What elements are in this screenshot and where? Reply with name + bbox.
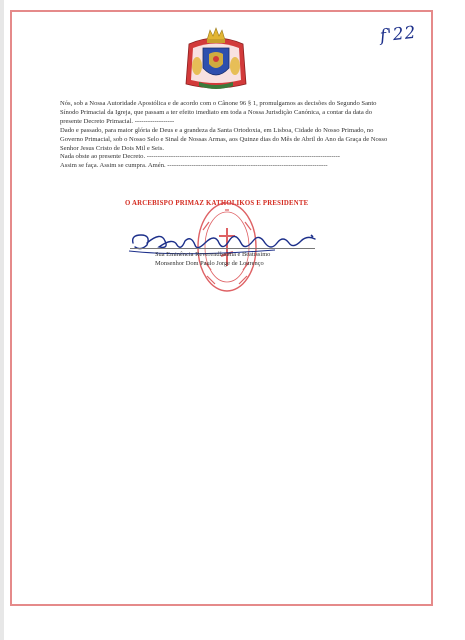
- handwritten-page-number: f'22: [378, 22, 418, 47]
- signatory-block: [155, 251, 315, 268]
- signatory-name: Monsenhor Dom Paulo Jorge de Lourenço: [155, 259, 264, 267]
- decree-paragraph-2: Dado e passado, para maior glória de Deus e a grandeza da Santa Ortodoxia, em Lisboa, Cidade do Nosso Primado, no Governo Primacial, sob o Nosso Selo e Sinal de Nossas Armas, aos Quinze dias do Mês de Abril do Ano da Graça de Nosso Senhor Jesus Cristo de Dois Mil e Seis.: [60, 126, 389, 152]
- scan-edge: [0, 0, 4, 640]
- signatory-title: Sua Eminência Reverendíssima e Beatíssimo: [155, 251, 271, 258]
- signature-heading: O ARCEBISPO PRIMAZ KATHOLIKOS E PRESIDENTE: [125, 200, 309, 207]
- decree-body: [60, 100, 388, 171]
- decree-paragraph-1: Nós, sob a Nossa Autoridade Apostólica e de acordo com o Cânone 96 § 1, promulgamos as decisões do Segundo Santo Sínodo Primacial da Igreja, que passam a ter efeito imediato em toda a Nossa Jurisdição Canónica, a contar da data do presente Decreto Primacial. ------------------: [60, 100, 379, 125]
- decree-paragraph-3: Nada obste ao presente Decreto. ----------------------------------------------------------------------------------------: [60, 153, 341, 161]
- coat-of-arms-icon: [183, 26, 249, 94]
- decree-paragraph-4: Assim se faça. Assim se cumpra. Amén. -------------------------------------------------------------------------: [60, 162, 328, 170]
- signature-line: [130, 248, 315, 249]
